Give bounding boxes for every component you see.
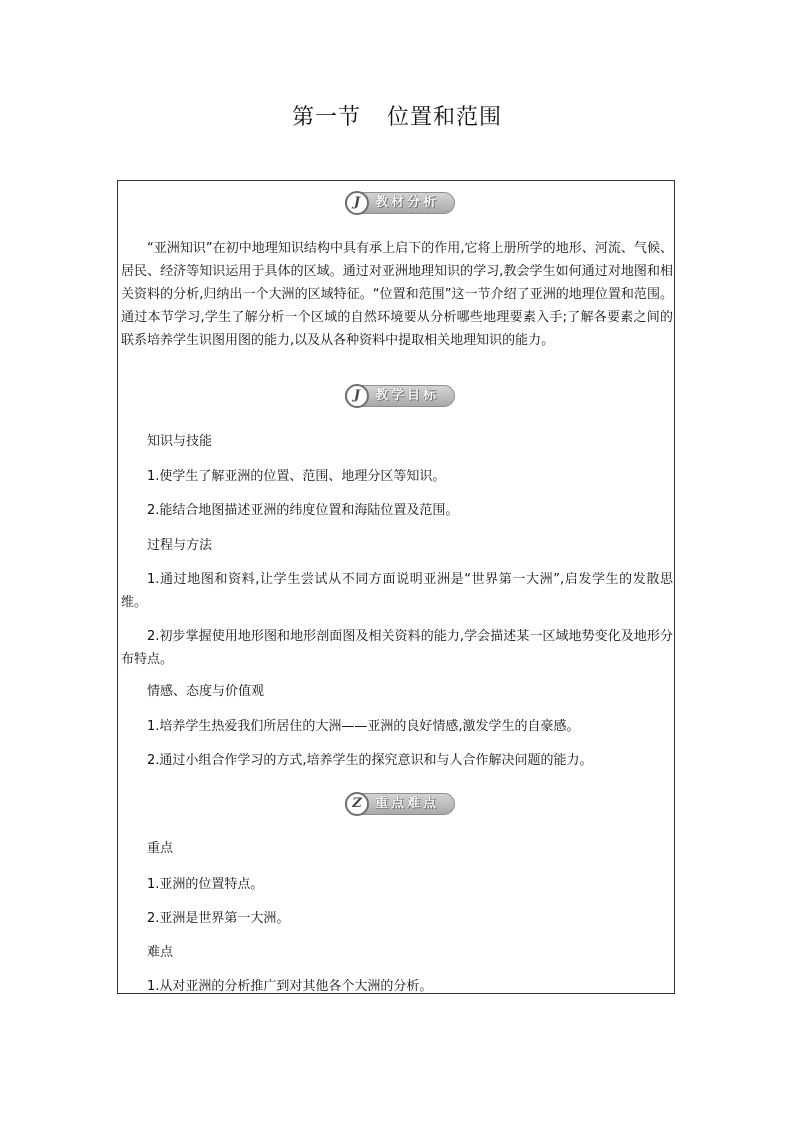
process-item-2: 2.初步掌握使用地形图和地形剖面图及相关资料的能力,学会描述某一区域地势变化及地形分布特点。 [121,629,673,667]
emotion-item-1: 1.培养学生热爱我们所居住的大洲——亚洲的良好情感,激发学生的自豪感。 [147,719,580,734]
difficult-item-1: 1.从对亚洲的分析推广到对其他各个大洲的分析。 [147,979,433,994]
knowledge-item-1: 1.使学生了解亚洲的位置、范围、地理分区等知识。 [147,469,446,484]
section-badge-keypoints [345,793,455,815]
knowledge-item-2: 2.能结合地图描述亚洲的纬度位置和海陆位置及范围。 [147,503,459,518]
emotion-item-2: 2.通过小组合作学习的方式,培养学生的探究意识和与人合作解决问题的能力。 [147,753,593,768]
section-badge-goals [345,385,455,407]
key-heading: 重点 [147,841,174,856]
section-number: 第一节 [291,105,361,130]
section-title: 位置和范围 [387,105,503,130]
badge-label: 教材分析 [375,195,440,210]
process-heading: 过程与方法 [147,538,213,553]
badge-letter-icon: J [345,384,369,408]
difficult-heading: 难点 [147,945,174,960]
badge-label: 重点难点 [375,796,440,811]
lesson-plan-frame [117,180,675,994]
badge-letter-icon: Z [345,792,369,816]
key-item-2: 2.亚洲是世界第一大洲。 [147,911,290,926]
knowledge-heading: 知识与技能 [147,434,213,449]
page-title [0,100,794,131]
process-item-1: 1.通过地图和资料,让学生尝试从不同方面说明亚洲是“世界第一大洲”,启发学生的发散思维。 [121,572,673,610]
key-item-1: 1.亚洲的位置特点。 [147,877,264,892]
badge-label: 教学目标 [375,388,440,403]
section-badge-analysis [345,192,455,214]
analysis-paragraph: “亚洲知识”在初中地理知识结构中具有承上启下的作用,它将上册所学的地形、河流、气候、居民、经济等知识运用于具体的区域。通过对亚洲地理知识的学习,教会学生如何通过对地图和相关资料的分析,归纳出一个大洲的区域特征。“位置和范围”这一节介绍了亚洲的地理位置和范围。通过本节学习,学生了解分析一个区域的自然环境要从分析哪些地理要素入手;了解各要素之间的联系培养学生识图用图的能力,以及从各种资料中提取相关地理知识的能力。 [121,241,673,348]
badge-letter-icon: J [345,191,369,215]
emotion-heading: 情感、态度与价值观 [147,684,265,699]
